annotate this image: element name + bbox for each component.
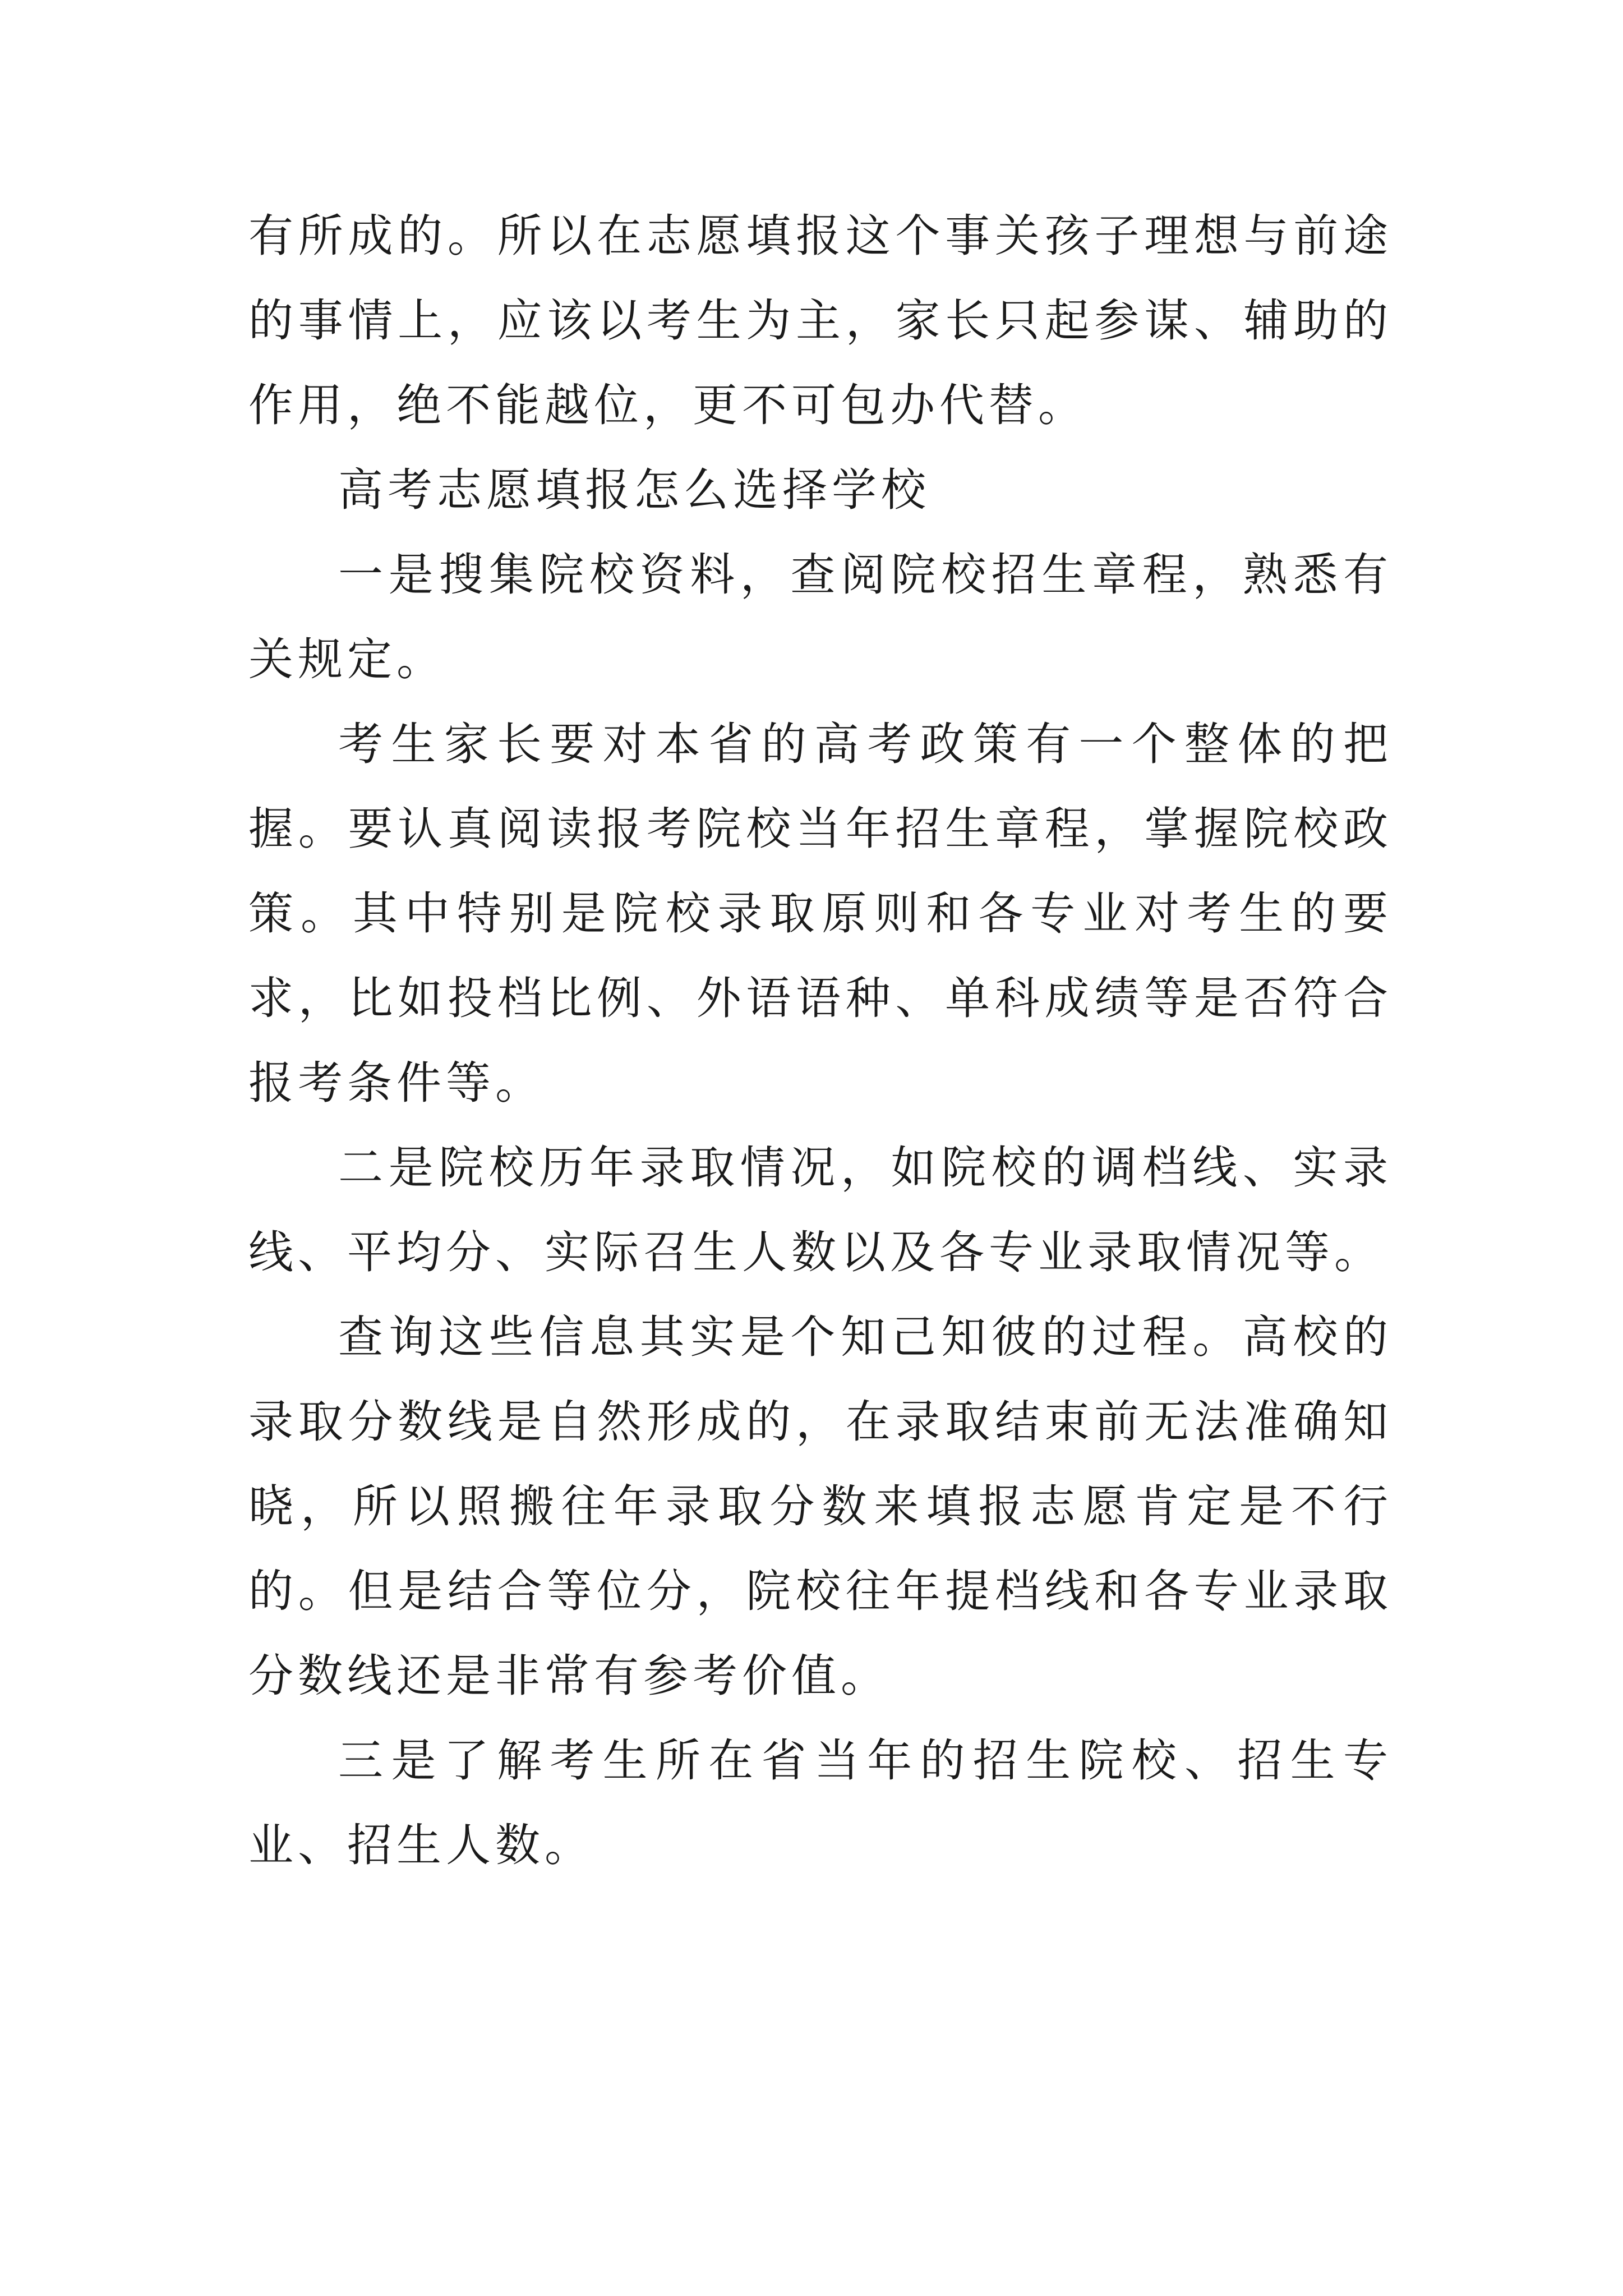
paragraph-query-info: 查询这些信息其实是个知己知彼的过程。高校的录取分数线是自然形成的，在录取结束前无法准确知晓，所以照搬往年录取分数来填报志愿肯定是不行的。但是结合等位分，院校往年提档线和各专业录取分数线还是非常有参考价值。	[248, 1311, 1393, 1702]
section-heading: 高考志愿填报怎么选择学校	[338, 464, 930, 516]
paragraph-point-one: 一是搜集院校资料，查阅院校招生章程，熟悉有关规定。	[248, 549, 1393, 685]
document-body	[248, 194, 1393, 1888]
paragraph-continuation: 有所成的。所以在志愿填报这个事关孩子理想与前途的事情上，应该以考生为主，家长只起参谋、辅助的作用，绝不能越位，更不可包办代替。	[248, 210, 1393, 431]
paragraph-point-three: 三是了解考生所在省当年的招生院校、招生专业、招生人数。	[248, 1734, 1393, 1871]
paragraph-point-two: 二是院校历年录取情况，如院校的调档线、实录线、平均分、实际召生人数以及各专业录取情况等。	[248, 1142, 1393, 1278]
paragraph-policy: 考生家长要对本省的高考政策有一个整体的把握。要认真阅读报考院校当年招生章程，掌握院校政策。其中特别是院校录取原则和各专业对考生的要求，比如投档比例、外语语种、单科成绩等是否符合报考条件等。	[248, 718, 1393, 1109]
